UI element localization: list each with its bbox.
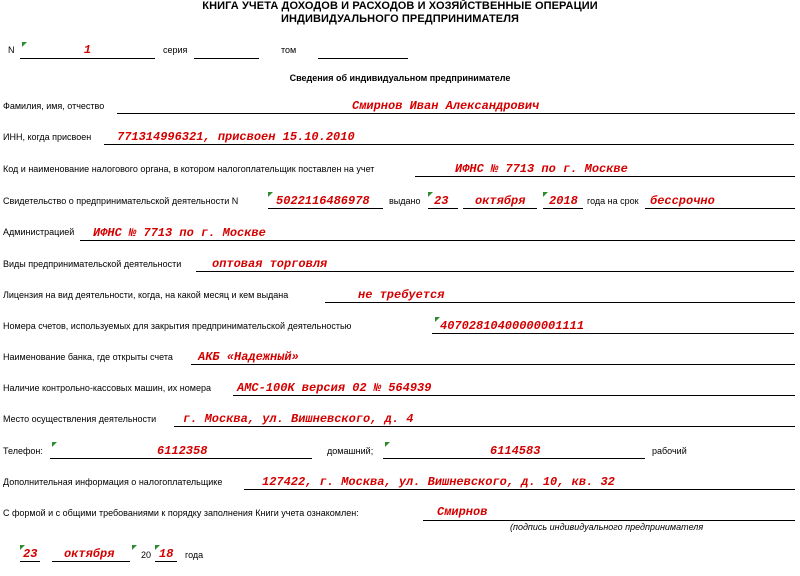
signature-value: Смирнов bbox=[437, 505, 488, 519]
kkm-field[interactable] bbox=[233, 379, 795, 396]
date-year-label: года bbox=[185, 550, 204, 560]
date-day-field[interactable] bbox=[20, 545, 40, 562]
certificate-term-label: года на срок bbox=[587, 196, 639, 206]
date-day-value: 23 bbox=[23, 547, 38, 561]
field-marker-icon bbox=[268, 192, 273, 197]
phone-label: Телефон: bbox=[3, 446, 43, 456]
bank-label: Наименование банка, где открыты счета bbox=[3, 352, 173, 362]
phone-home-field[interactable] bbox=[50, 442, 312, 459]
date-year-prefix: 20 bbox=[141, 550, 152, 560]
number-field[interactable] bbox=[20, 42, 155, 59]
certificate-month-field[interactable] bbox=[463, 192, 537, 209]
accounts-field[interactable] bbox=[432, 317, 794, 334]
fio-label: Фамилия, имя, отчество bbox=[3, 101, 105, 111]
signature-field[interactable] bbox=[423, 504, 795, 521]
certificate-term-value: бессрочно bbox=[650, 194, 715, 208]
fio-field[interactable] bbox=[117, 97, 795, 114]
certificate-label: Свидетельство о предпринимательской деятельности N bbox=[3, 196, 239, 206]
form-title-line-1: КНИГА УЧЕТА ДОХОДОВ И РАСХОДОВ И ХОЗЯЙСТВЕННЫЕ ОПЕРАЦИИ bbox=[202, 0, 598, 12]
bank-field[interactable] bbox=[191, 348, 795, 365]
tax-office-field[interactable] bbox=[415, 160, 795, 177]
certificate-day-value: 23 bbox=[434, 194, 449, 208]
field-marker-icon bbox=[543, 192, 548, 197]
series-field[interactable] bbox=[194, 42, 259, 59]
certificate-month-value: октября bbox=[475, 194, 526, 208]
license-field[interactable] bbox=[325, 286, 795, 303]
license-value: не требуется bbox=[358, 288, 445, 302]
inn-value: 771314996321, присвоен 15.10.2010 bbox=[117, 130, 355, 144]
signature-caption: (подпись индивидуального предпринимателя bbox=[510, 522, 704, 532]
accounts-value: 40702810400000001111 bbox=[440, 319, 585, 333]
phone-home-label: домашний; bbox=[327, 446, 374, 456]
field-marker-icon bbox=[385, 442, 390, 447]
date-month-value: октября bbox=[64, 547, 115, 561]
activity-value: оптовая торговля bbox=[212, 257, 328, 271]
tax-office-label: Код и наименование налогового органа, в котором налогоплательщик поставлен на учет bbox=[3, 164, 375, 174]
phone-work-field[interactable] bbox=[383, 442, 645, 459]
number-value: 1 bbox=[83, 43, 92, 57]
date-year-field[interactable] bbox=[155, 545, 177, 562]
certificate-year-field[interactable] bbox=[543, 192, 583, 209]
place-label: Место осуществления деятельности bbox=[3, 414, 157, 424]
activity-label: Виды предпринимательской деятельности bbox=[3, 259, 182, 269]
form-title-line-2: ИНДИВИДУАЛЬНОГО ПРЕДПРИНИМАТЕЛЯ bbox=[280, 13, 520, 25]
administration-field[interactable] bbox=[80, 224, 795, 241]
accounts-label: Номера счетов, используемых для закрытия предпринимательской деятельностью bbox=[3, 321, 352, 331]
certificate-term-field[interactable] bbox=[645, 192, 795, 209]
phone-home-value: 6112358 bbox=[157, 444, 208, 458]
activity-field[interactable] bbox=[196, 255, 794, 272]
date-month-field[interactable] bbox=[52, 545, 130, 562]
volume-field[interactable] bbox=[318, 42, 408, 59]
administration-value: ИФНС № 7713 по г. Москве bbox=[93, 226, 266, 240]
certificate-year-value: 2018 bbox=[549, 194, 578, 208]
number-label: N bbox=[8, 45, 15, 55]
volume-label: том bbox=[281, 45, 297, 55]
tax-office-value: ИФНС № 7713 по г. Москве bbox=[455, 162, 628, 176]
series-label: серия bbox=[163, 45, 188, 55]
license-label: Лицензия на вид деятельности, когда, на какой месяц и кем выдана bbox=[3, 290, 289, 300]
phone-work-value: 6114583 bbox=[490, 444, 541, 458]
certificate-day-field[interactable] bbox=[428, 192, 458, 209]
place-value: г. Москва, ул. Вишневского, д. 4 bbox=[183, 412, 414, 426]
date-year-value: 18 bbox=[159, 547, 174, 561]
extra-info-value: 127422, г. Москва, ул. Вишневского, д. 10, кв. 32 bbox=[262, 475, 615, 489]
kkm-value: АМС-100К версия 02 № 564939 bbox=[237, 381, 432, 395]
certificate-number-field[interactable] bbox=[268, 192, 383, 209]
extra-info-label: Дополнительная информация о налогоплательщике bbox=[3, 477, 223, 487]
field-marker-icon bbox=[132, 545, 137, 550]
administration-label: Администрацией bbox=[3, 227, 75, 237]
phone-work-label: рабочий bbox=[652, 446, 687, 456]
bank-value: АКБ «Надежный» bbox=[198, 350, 299, 364]
extra-info-field[interactable] bbox=[244, 473, 795, 490]
inn-label: ИНН, когда присвоен bbox=[3, 132, 92, 142]
inn-field[interactable] bbox=[104, 128, 794, 145]
certificate-issued-label: выдано bbox=[389, 196, 421, 206]
kkm-label: Наличие контрольно-кассовых машин, их номера bbox=[3, 383, 211, 393]
field-marker-icon bbox=[428, 192, 433, 197]
fio-value: Смирнов Иван Александрович bbox=[352, 99, 540, 113]
place-field[interactable] bbox=[174, 410, 795, 427]
certificate-number-value: 5022116486978 bbox=[276, 194, 370, 208]
acknowledgement-label: С формой и с общими требованиями к порядку заполнения Книги учета ознакомлен: bbox=[3, 508, 359, 518]
field-marker-icon bbox=[52, 442, 57, 447]
section-title: Сведения об индивидуальном предпринимателе bbox=[289, 73, 511, 83]
